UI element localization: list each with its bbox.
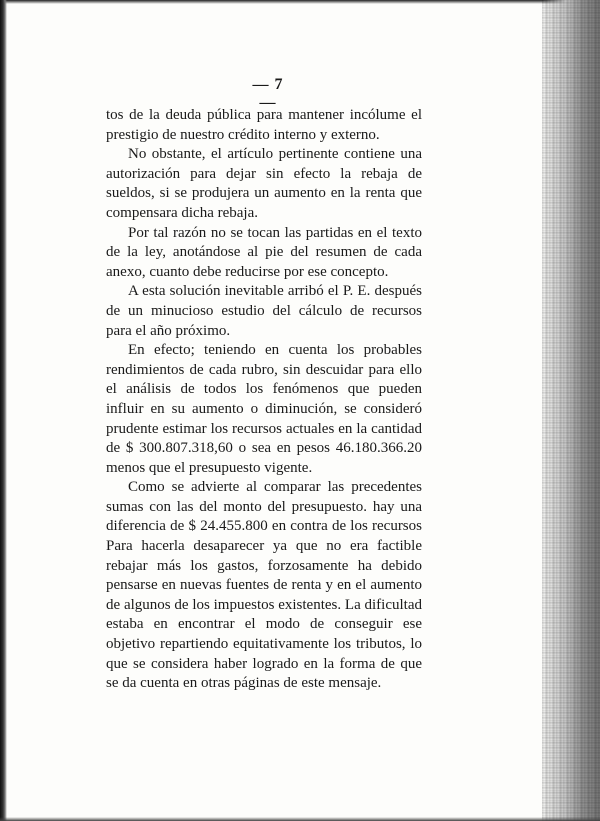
paragraph: tos de la deuda pública para mantener incólume el prestigio de nuestro crédito interno y externo.	[106, 107, 422, 143]
paragraph: Por tal razón no se tocan las partidas en el texto de la ley, anotándose al pie del resumen de cada anexo, cuanto debe reducirse por ese concepto.	[106, 224, 422, 280]
paragraph: En efecto; teniendo en cuenta los probables rendimientos de cada rubro, sin descuidar para ello el análisis de todos los fenómenos que pueden influir en su aumento o diminución, se consideró prudente estimar los recursos actuales en la cantidad de $ 300.807.318,60 o sea en pesos 46.180.366.20 menos que el presupuesto vigente.	[106, 342, 422, 476]
page-bottom-edge	[0, 817, 600, 821]
paragraph: No obstante, el artículo pertinente contiene una autorización para dejar sin efecto la rebaja de sueldos, si se produjera un aumento en la renta que compensara dicha rebaja.	[106, 146, 422, 221]
paragraph: Como se advierte al comparar las precedentes sumas con las del monto del presupuesto. hay una diferencia de $ 24.455.800 en contra de los recursos Para hacerla desaparecer ya que no era factible rebajar más los gastos, forzosamente ha debido pensarse en nuevas fuentes de renta y en el aumento de algunos de los impuestos existentes. La dificultad estaba en encontrar el modo de conseguir ese objetivo repartiendo equitativamente los tributos, lo que se considera haber logrado en la forma de que se da cuenta en otras páginas de este mensaje.	[106, 479, 422, 692]
paragraph: A esta solución inevitable arribó el P. E. después de un minucioso estudio del cálculo de recursos para el año próximo.	[106, 283, 422, 339]
body-text	[106, 106, 422, 694]
page-top-edge	[0, 0, 600, 4]
page-number: — 7 —	[252, 76, 284, 111]
page-right-edge-shadow	[542, 0, 600, 821]
page-left-edge	[0, 0, 7, 821]
